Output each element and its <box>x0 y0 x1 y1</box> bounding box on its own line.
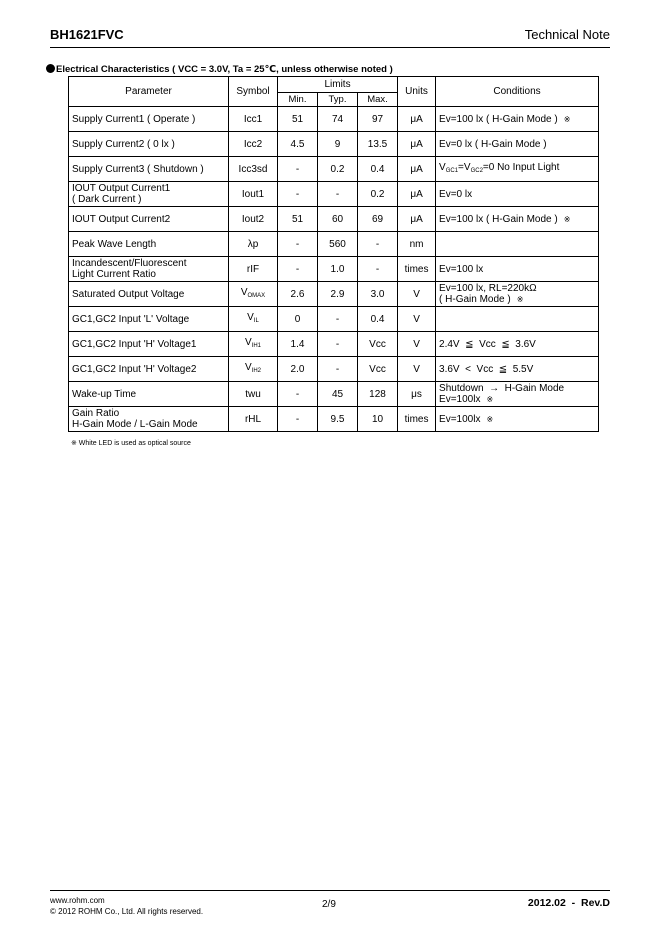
conditions-cell: Ev=100 lx <box>436 257 599 282</box>
typ-cell: 45 <box>318 382 358 407</box>
typ-cell: - <box>318 182 358 207</box>
symbol-text: V <box>247 311 254 323</box>
typ-cell: 74 <box>318 107 358 132</box>
col-header-min: Min. <box>278 93 318 107</box>
conditions-text: =0 No Input Light <box>482 161 560 173</box>
section-title <box>46 64 393 75</box>
max-cell: - <box>358 232 398 257</box>
max-cell: 3.0 <box>358 282 398 307</box>
typ-cell: 9.5 <box>318 407 358 432</box>
conditions-text: V <box>439 161 446 173</box>
parameter-cell <box>69 257 229 282</box>
symbol-text: V <box>244 361 252 373</box>
units-cell: nm <box>398 232 436 257</box>
symbol-cell: Iout2 <box>229 207 278 232</box>
conditions-cell: 3.6V < Vcc ≦ 5.5V <box>436 357 599 382</box>
table-row <box>69 332 599 357</box>
parameter-cell: Supply Current2 ( 0 lx ) <box>69 132 229 157</box>
min-cell: 2.6 <box>278 282 318 307</box>
symbol-cell: Iout1 <box>229 182 278 207</box>
typ-cell: 9 <box>318 132 358 157</box>
parameter-cell: Peak Wave Length <box>69 232 229 257</box>
max-cell: 10 <box>358 407 398 432</box>
min-cell: 51 <box>278 207 318 232</box>
parameter-cell: GC1,GC2 Input 'L' Voltage <box>69 307 229 332</box>
typ-cell: - <box>318 332 358 357</box>
conditions-cell <box>436 107 599 132</box>
units-cell: μA <box>398 182 436 207</box>
subscript: GC2 <box>470 167 483 174</box>
parameter-cell: Supply Current3 ( Shutdown ) <box>69 157 229 182</box>
parameter-line: Incandescent/Fluorescent <box>72 258 187 269</box>
parameter-line: H-Gain Mode / L-Gain Mode <box>72 419 198 430</box>
revision-label: 2012.02 - Rev.D <box>527 897 610 909</box>
footer-divider <box>50 890 610 891</box>
document-type: Technical Note <box>524 27 610 42</box>
min-cell: - <box>278 157 318 182</box>
parameter-cell: GC1,GC2 Input 'H' Voltage1 <box>69 332 229 357</box>
typ-cell: 1.0 <box>318 257 358 282</box>
subscript: IL <box>253 317 259 324</box>
min-cell: - <box>278 232 318 257</box>
table-header-row <box>69 77 599 93</box>
typ-cell: 0.2 <box>318 157 358 182</box>
parameter-cell: GC1,GC2 Input 'H' Voltage2 <box>69 357 229 382</box>
symbol-text: V <box>244 336 252 348</box>
units-cell: V <box>398 282 436 307</box>
subscript: IH1 <box>251 342 261 349</box>
table-row <box>69 257 599 282</box>
conditions-cell: 2.4V ≦ Vcc ≦ 3.6V <box>436 332 599 357</box>
max-cell: 0.4 <box>358 307 398 332</box>
units-cell: times <box>398 407 436 432</box>
max-cell: 13.5 <box>358 132 398 157</box>
col-header-parameter: Parameter <box>69 77 229 107</box>
typ-cell: - <box>318 307 358 332</box>
conditions-text: =V <box>458 161 471 173</box>
table-row <box>69 132 599 157</box>
min-cell: 0 <box>278 307 318 332</box>
min-cell: - <box>278 257 318 282</box>
section-title-text: Electrical Characteristics ( VCC = 3.0V, Ta = 25℃, unless otherwise noted ) <box>56 64 393 75</box>
col-header-symbol: Symbol <box>229 77 278 107</box>
conditions-cell: Ev=0 lx ( H-Gain Mode ) <box>436 132 599 157</box>
max-cell: 0.2 <box>358 182 398 207</box>
symbol-cell <box>229 332 278 357</box>
conditions-text: Ev=100 lx ( H-Gain Mode ) <box>439 213 558 225</box>
table-row <box>69 182 599 207</box>
conditions-cell <box>436 157 599 182</box>
symbol-cell <box>229 282 278 307</box>
page-number: 2/9 <box>322 899 336 910</box>
units-cell: μA <box>398 157 436 182</box>
subscript: GC1 <box>445 167 459 174</box>
max-cell: 69 <box>358 207 398 232</box>
units-cell: μA <box>398 132 436 157</box>
symbol-cell: rIF <box>229 257 278 282</box>
min-cell: - <box>278 382 318 407</box>
footnote-mark: ※ <box>486 395 494 404</box>
parameter-line: Gain Ratio <box>72 408 120 419</box>
units-cell: V <box>398 307 436 332</box>
parameter-cell: Saturated Output Voltage <box>69 282 229 307</box>
max-cell: 128 <box>358 382 398 407</box>
conditions-cell: Ev=0 lx <box>436 182 599 207</box>
units-cell: times <box>398 257 436 282</box>
table-row <box>69 157 599 182</box>
col-header-conditions: Conditions <box>436 77 599 107</box>
document-title: BH1621FVC <box>50 27 124 42</box>
symbol-text: V <box>240 286 248 298</box>
max-cell: Vcc <box>358 332 398 357</box>
conditions-line: Ev=100lx <box>439 394 481 405</box>
conditions-cell <box>436 382 599 407</box>
max-cell: 0.4 <box>358 157 398 182</box>
symbol-cell: λp <box>229 232 278 257</box>
table-footnote: ※ White LED is used as optical source <box>71 440 191 447</box>
conditions-line: Ev=100 lx, RL=220kΩ <box>439 283 537 294</box>
symbol-cell: Icc2 <box>229 132 278 157</box>
symbol-cell: Icc3sd <box>229 157 278 182</box>
conditions-text: Ev=100 lx ( H-Gain Mode ) <box>439 113 558 125</box>
units-cell: μA <box>398 207 436 232</box>
conditions-line: ( H-Gain Mode ) <box>439 294 511 305</box>
footer-copyright: © 2012 ROHM Co., Ltd. All rights reserved. <box>50 907 204 916</box>
col-header-max: Max. <box>358 93 398 107</box>
max-cell: 97 <box>358 107 398 132</box>
conditions-cell <box>436 207 599 232</box>
parameter-cell <box>69 182 229 207</box>
header-divider <box>50 47 610 48</box>
conditions-line: Shutdown → H-Gain Mode <box>439 383 565 394</box>
table-row <box>69 282 599 307</box>
symbol-cell <box>229 307 278 332</box>
footnote-mark: ※ <box>516 295 524 304</box>
conditions-cell <box>436 307 599 332</box>
symbol-cell: Icc1 <box>229 107 278 132</box>
subscript: OMAX <box>247 292 266 299</box>
max-cell: - <box>358 257 398 282</box>
units-cell: μs <box>398 382 436 407</box>
bullet-icon <box>46 64 55 73</box>
parameter-line: ( Dark Current ) <box>72 194 142 205</box>
col-header-units: Units <box>398 77 436 107</box>
table-row <box>69 107 599 132</box>
footer-website: www.rohm.com <box>50 896 105 905</box>
typ-cell: - <box>318 357 358 382</box>
conditions-text: Ev=100lx <box>439 413 481 425</box>
typ-cell: 2.9 <box>318 282 358 307</box>
min-cell: 4.5 <box>278 132 318 157</box>
typ-cell: 560 <box>318 232 358 257</box>
table-row <box>69 307 599 332</box>
symbol-cell <box>229 357 278 382</box>
min-cell: - <box>278 407 318 432</box>
col-header-typ: Typ. <box>318 93 358 107</box>
units-cell: V <box>398 357 436 382</box>
conditions-cell <box>436 282 599 307</box>
table-row <box>69 232 599 257</box>
parameter-cell: Supply Current1 ( Operate ) <box>69 107 229 132</box>
parameter-cell: Wake-up Time <box>69 382 229 407</box>
footnote-mark: ※ <box>486 414 494 424</box>
col-header-limits: Limits <box>278 77 398 93</box>
parameter-cell <box>69 407 229 432</box>
footnote-mark: ※ <box>563 114 571 124</box>
min-cell: - <box>278 182 318 207</box>
table-row <box>69 207 599 232</box>
min-cell: 1.4 <box>278 332 318 357</box>
units-cell: μA <box>398 107 436 132</box>
conditions-cell <box>436 232 599 257</box>
min-cell: 2.0 <box>278 357 318 382</box>
conditions-cell <box>436 407 599 432</box>
parameter-line: Light Current Ratio <box>72 269 156 280</box>
table-row <box>69 407 599 432</box>
units-cell: V <box>398 332 436 357</box>
footnote-mark: ※ <box>563 214 571 224</box>
parameter-line: IOUT Output Current1 <box>72 183 171 194</box>
electrical-characteristics-table <box>68 76 599 432</box>
table-row <box>69 382 599 407</box>
symbol-cell: rHL <box>229 407 278 432</box>
table-row <box>69 357 599 382</box>
typ-cell: 60 <box>318 207 358 232</box>
symbol-cell: twu <box>229 382 278 407</box>
max-cell: Vcc <box>358 357 398 382</box>
subscript: IH2 <box>251 367 261 374</box>
parameter-cell: IOUT Output Current2 <box>69 207 229 232</box>
min-cell: 51 <box>278 107 318 132</box>
